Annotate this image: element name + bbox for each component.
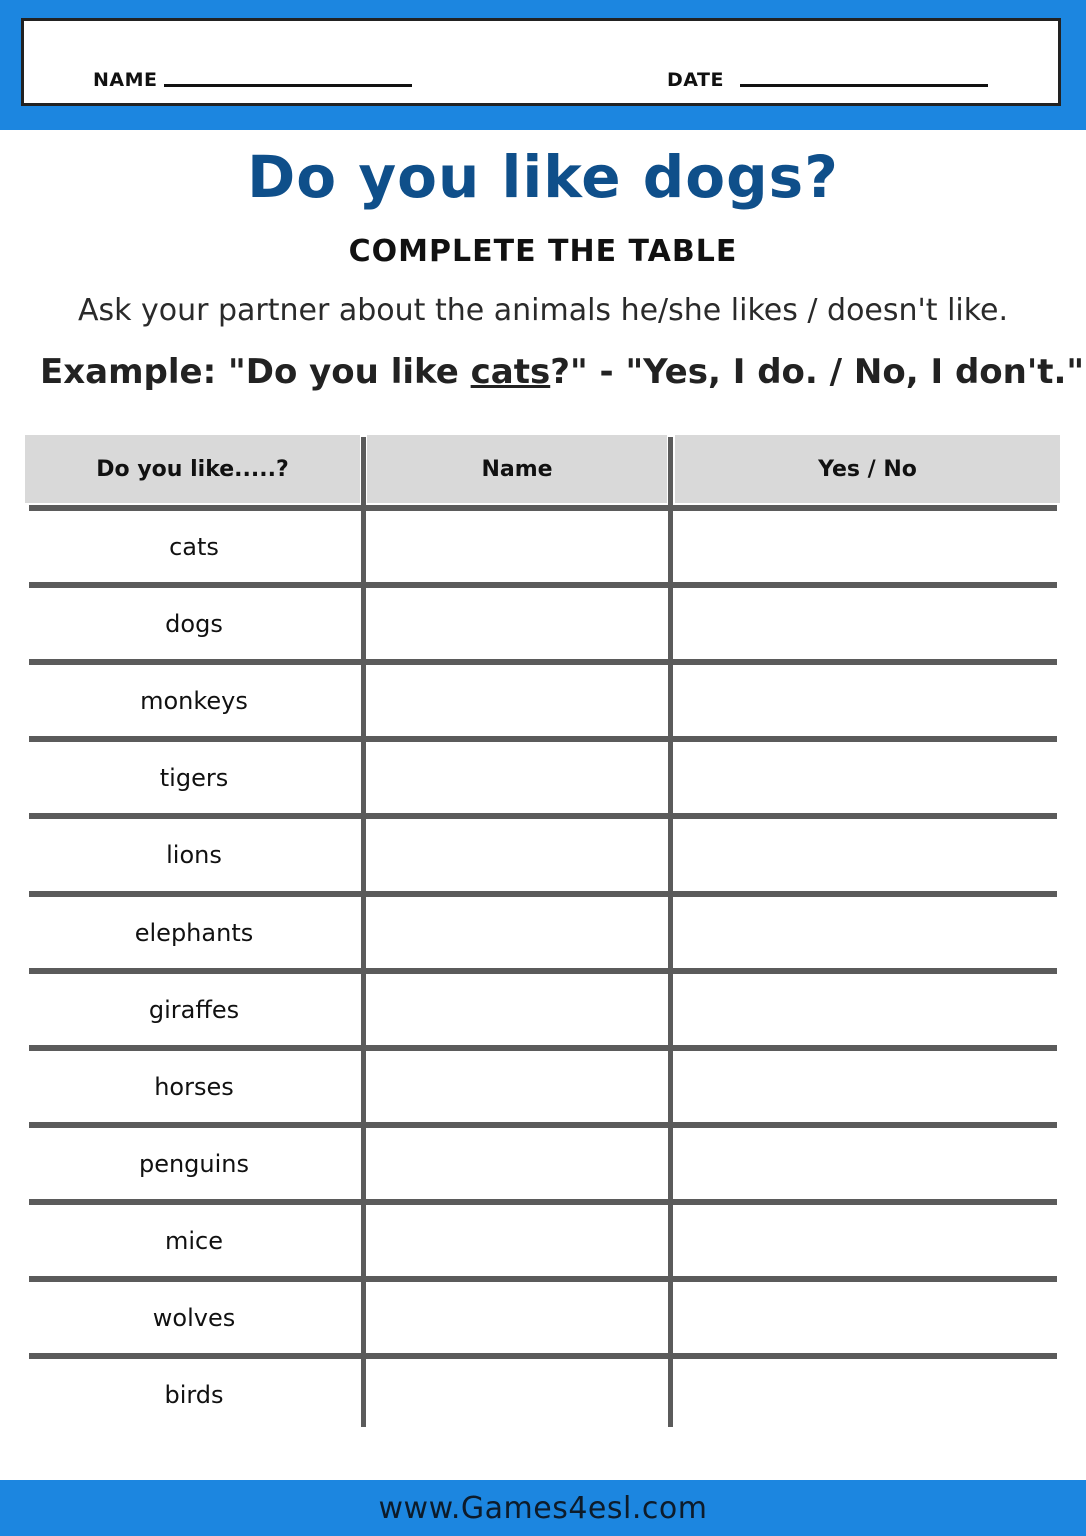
- animal-cell: cats: [169, 532, 219, 561]
- column-header-name: Name: [367, 435, 667, 503]
- name-answer-cell[interactable]: [367, 742, 667, 813]
- date-label: DATE: [667, 69, 724, 91]
- yes-no-answer-cell[interactable]: [675, 974, 1057, 1045]
- name-answer-cell[interactable]: [367, 974, 667, 1045]
- animal-cell: tigers: [159, 763, 229, 792]
- yes-no-answer-cell[interactable]: [675, 1128, 1057, 1199]
- column-header-question: Do you like.....?: [25, 435, 360, 503]
- example-suffix: ?" - "Yes, I do. / No, I don't.": [550, 352, 1085, 392]
- worksheet-subtitle: COMPLETE THE TABLE: [348, 234, 738, 269]
- animal-cell: elephants: [134, 918, 254, 947]
- name-answer-cell[interactable]: [367, 1051, 667, 1122]
- name-answer-cell[interactable]: [367, 1359, 667, 1430]
- date-field[interactable]: [740, 84, 988, 87]
- name-answer-cell[interactable]: [367, 1282, 667, 1353]
- yes-no-answer-cell[interactable]: [675, 1359, 1057, 1430]
- yes-no-answer-cell[interactable]: [675, 1282, 1057, 1353]
- name-answer-cell[interactable]: [367, 665, 667, 736]
- name-date-box: [21, 18, 1061, 106]
- animal-cell: penguins: [138, 1149, 250, 1178]
- name-answer-cell[interactable]: [367, 1205, 667, 1276]
- name-answer-cell[interactable]: [367, 511, 667, 582]
- worksheet-title: Do you like dogs?: [247, 143, 839, 211]
- yes-no-answer-cell[interactable]: [675, 819, 1057, 890]
- column-divider: [361, 437, 366, 1427]
- example-prefix: Example: "Do you like: [40, 352, 471, 392]
- example-sentence: [40, 352, 1085, 392]
- instruction-text: Ask your partner about the animals he/she likes / doesn't like.: [77, 293, 1009, 328]
- yes-no-answer-cell[interactable]: [675, 511, 1057, 582]
- yes-no-answer-cell[interactable]: [675, 742, 1057, 813]
- name-answer-cell[interactable]: [367, 897, 667, 968]
- footer-band: [0, 1480, 1086, 1536]
- animal-cell: mice: [164, 1226, 223, 1255]
- yes-no-answer-cell[interactable]: [675, 1205, 1057, 1276]
- name-answer-cell[interactable]: [367, 819, 667, 890]
- name-answer-cell[interactable]: [367, 588, 667, 659]
- yes-no-answer-cell[interactable]: [675, 588, 1057, 659]
- animal-cell: giraffes: [148, 995, 240, 1024]
- name-label: NAME: [93, 69, 158, 91]
- animal-cell: wolves: [152, 1303, 236, 1332]
- example-underlined-word: cats: [470, 352, 551, 392]
- yes-no-answer-cell[interactable]: [675, 897, 1057, 968]
- website-link[interactable]: www.Games4esl.com: [378, 1490, 708, 1526]
- yes-no-answer-cell[interactable]: [675, 665, 1057, 736]
- animal-cell: monkeys: [140, 686, 248, 715]
- animal-cell: horses: [154, 1072, 234, 1101]
- column-divider: [668, 437, 673, 1427]
- animal-cell: birds: [164, 1380, 224, 1409]
- name-field[interactable]: [164, 84, 412, 87]
- animal-cell: lions: [166, 840, 222, 869]
- name-answer-cell[interactable]: [367, 1128, 667, 1199]
- column-header-yes-no: Yes / No: [675, 435, 1060, 503]
- animal-cell: dogs: [165, 609, 223, 638]
- yes-no-answer-cell[interactable]: [675, 1051, 1057, 1122]
